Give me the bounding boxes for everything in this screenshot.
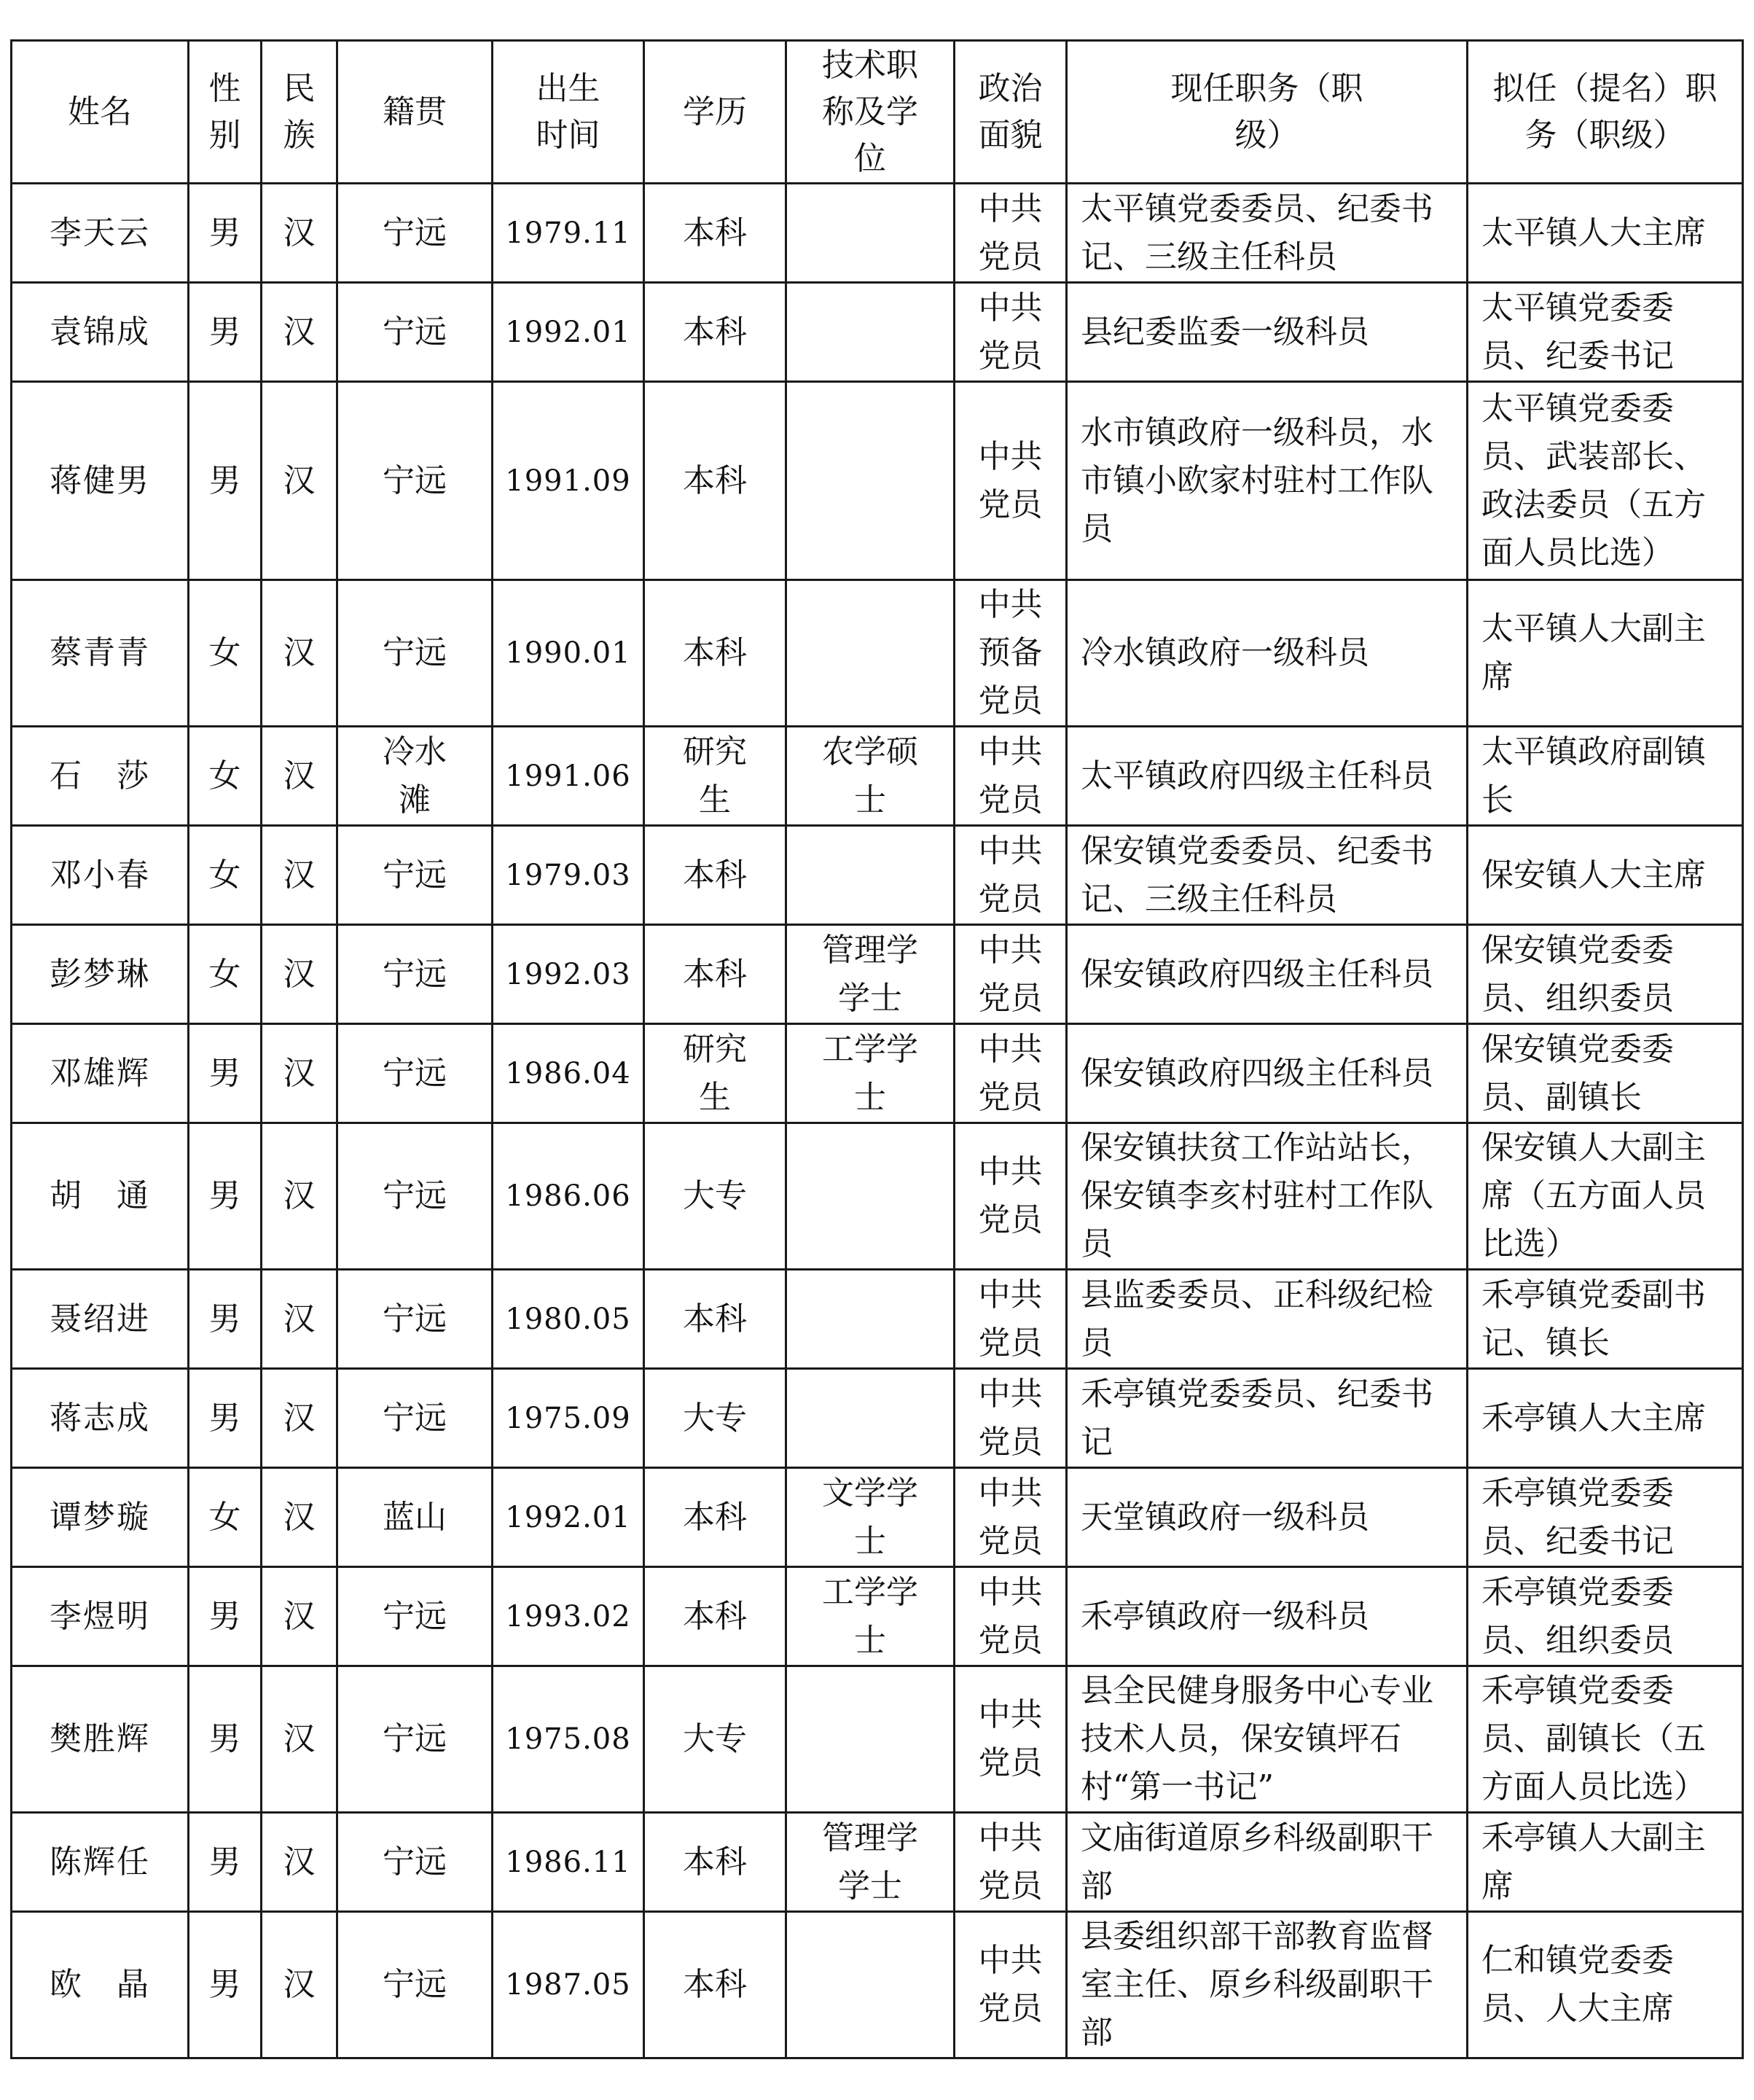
table-row	[12, 1666, 1743, 1813]
cell-name: 聂绍进	[12, 1270, 189, 1369]
cell-title-degree: 管理学学士	[786, 925, 955, 1024]
cell-birth-date: 1987.05	[493, 1912, 644, 2058]
cell-proposed-post: 禾亭镇人大副主席	[1468, 1813, 1743, 1912]
cell-current-post: 冷水镇政府一级科员	[1067, 580, 1468, 727]
table-row	[12, 1912, 1743, 2058]
table-body	[12, 184, 1743, 2058]
cell-name: 彭梦琳	[12, 925, 189, 1024]
cell-ethnicity: 汉	[262, 580, 337, 727]
cell-proposed-post: 太平镇党委委员、纪委书记	[1468, 283, 1743, 382]
table-row	[12, 1468, 1743, 1567]
cell-current-post: 天堂镇政府一级科员	[1067, 1468, 1468, 1567]
cell-native-place: 宁远	[337, 925, 493, 1024]
candidate-table	[10, 39, 1744, 2059]
cell-native-place: 宁远	[337, 382, 493, 580]
cell-ethnicity: 汉	[262, 382, 337, 580]
cell-birth-date: 1991.06	[493, 727, 644, 826]
cell-ethnicity: 汉	[262, 1666, 337, 1813]
header-proposed-post: 拟任（提名）职务（职级）	[1468, 41, 1743, 184]
cell-education: 本科	[644, 1813, 786, 1912]
cell-proposed-post: 禾亭镇人大主席	[1468, 1369, 1743, 1468]
cell-birth-date: 1986.06	[493, 1123, 644, 1270]
cell-political-status: 中共党员	[955, 1270, 1067, 1369]
cell-current-post: 县全民健身服务中心专业技术人员，保安镇坪石村“第一书记”	[1067, 1666, 1468, 1813]
header-birth-date: 出生时间	[493, 41, 644, 184]
cell-name: 蒋志成	[12, 1369, 189, 1468]
cell-native-place: 宁远	[337, 1567, 493, 1666]
cell-political-status: 中共党员	[955, 1369, 1067, 1468]
cell-current-post: 保安镇党委委员、纪委书记、三级主任科员	[1067, 826, 1468, 925]
cell-gender: 男	[189, 1270, 262, 1369]
header-gender: 性别	[189, 41, 262, 184]
cell-native-place: 宁远	[337, 1369, 493, 1468]
cell-current-post: 禾亭镇党委委员、纪委书记	[1067, 1369, 1468, 1468]
cell-native-place: 宁远	[337, 1666, 493, 1813]
header-title-degree: 技术职称及学位	[786, 41, 955, 184]
header-current-post: 现任职务（职级）	[1067, 41, 1468, 184]
cell-native-place: 宁远	[337, 1270, 493, 1369]
cell-education: 本科	[644, 1912, 786, 2058]
cell-gender: 女	[189, 727, 262, 826]
header-political-status: 政治面貌	[955, 41, 1067, 184]
cell-political-status: 中共预备党员	[955, 580, 1067, 727]
cell-native-place: 宁远	[337, 580, 493, 727]
cell-name: 袁锦成	[12, 283, 189, 382]
table-row	[12, 727, 1743, 826]
cell-native-place: 蓝山	[337, 1468, 493, 1567]
table-row	[12, 1270, 1743, 1369]
cell-gender: 女	[189, 826, 262, 925]
cell-birth-date: 1993.02	[493, 1567, 644, 1666]
cell-gender: 男	[189, 184, 262, 283]
cell-birth-date: 1975.08	[493, 1666, 644, 1813]
table-row	[12, 1813, 1743, 1912]
cell-title-degree	[786, 1369, 955, 1468]
table-row	[12, 382, 1743, 580]
cell-proposed-post: 禾亭镇党委副书记、镇长	[1468, 1270, 1743, 1369]
cell-current-post: 文庙街道原乡科级副职干部	[1067, 1813, 1468, 1912]
cell-ethnicity: 汉	[262, 1024, 337, 1123]
cell-native-place: 宁远	[337, 1813, 493, 1912]
cell-political-status: 中共党员	[955, 1024, 1067, 1123]
cell-education: 大专	[644, 1666, 786, 1813]
cell-proposed-post: 保安镇党委委员、副镇长	[1468, 1024, 1743, 1123]
cell-proposed-post: 禾亭镇党委委员、纪委书记	[1468, 1468, 1743, 1567]
cell-title-degree	[786, 1123, 955, 1270]
table-row	[12, 1123, 1743, 1270]
cell-education: 本科	[644, 283, 786, 382]
cell-gender: 男	[189, 1024, 262, 1123]
cell-education: 本科	[644, 826, 786, 925]
cell-current-post: 县监委委员、正科级纪检员	[1067, 1270, 1468, 1369]
cell-current-post: 县委组织部干部教育监督室主任、原乡科级副职干部	[1067, 1912, 1468, 2058]
cell-name: 胡 通	[12, 1123, 189, 1270]
cell-proposed-post: 保安镇党委委员、组织委员	[1468, 925, 1743, 1024]
cell-ethnicity: 汉	[262, 1567, 337, 1666]
table-row	[12, 1024, 1743, 1123]
cell-current-post: 太平镇政府四级主任科员	[1067, 727, 1468, 826]
cell-education: 大专	[644, 1369, 786, 1468]
cell-proposed-post: 保安镇人大主席	[1468, 826, 1743, 925]
cell-education: 本科	[644, 1270, 786, 1369]
cell-current-post: 保安镇政府四级主任科员	[1067, 1024, 1468, 1123]
cell-birth-date: 1990.01	[493, 580, 644, 727]
table-row	[12, 283, 1743, 382]
cell-proposed-post: 禾亭镇党委委员、组织委员	[1468, 1567, 1743, 1666]
cell-ethnicity: 汉	[262, 826, 337, 925]
cell-ethnicity: 汉	[262, 1369, 337, 1468]
cell-gender: 男	[189, 1666, 262, 1813]
cell-education: 本科	[644, 925, 786, 1024]
table-row	[12, 580, 1743, 727]
cell-gender: 男	[189, 1813, 262, 1912]
cell-ethnicity: 汉	[262, 283, 337, 382]
cell-name: 蒋健男	[12, 382, 189, 580]
cell-name: 李煜明	[12, 1567, 189, 1666]
table-header-row	[12, 41, 1743, 184]
cell-title-degree	[786, 184, 955, 283]
cell-ethnicity: 汉	[262, 1123, 337, 1270]
cell-gender: 男	[189, 1369, 262, 1468]
cell-political-status: 中共党员	[955, 382, 1067, 580]
header-native-place: 籍贯	[337, 41, 493, 184]
header-ethnicity: 民族	[262, 41, 337, 184]
cell-native-place: 宁远	[337, 1123, 493, 1270]
header-education: 学历	[644, 41, 786, 184]
cell-political-status: 中共党员	[955, 1912, 1067, 2058]
cell-gender: 男	[189, 1567, 262, 1666]
cell-ethnicity: 汉	[262, 1912, 337, 2058]
cell-political-status: 中共党员	[955, 826, 1067, 925]
cell-ethnicity: 汉	[262, 925, 337, 1024]
cell-birth-date: 1979.11	[493, 184, 644, 283]
table-row	[12, 1567, 1743, 1666]
cell-birth-date: 1991.09	[493, 382, 644, 580]
cell-title-degree	[786, 1666, 955, 1813]
cell-birth-date: 1992.01	[493, 283, 644, 382]
cell-education: 研究生	[644, 727, 786, 826]
cell-education: 本科	[644, 1468, 786, 1567]
cell-ethnicity: 汉	[262, 727, 337, 826]
table-row	[12, 1369, 1743, 1468]
cell-name: 邓小春	[12, 826, 189, 925]
cell-political-status: 中共党员	[955, 1123, 1067, 1270]
cell-birth-date: 1986.04	[493, 1024, 644, 1123]
cell-name: 陈辉任	[12, 1813, 189, 1912]
cell-name: 谭梦璇	[12, 1468, 189, 1567]
cell-birth-date: 1979.03	[493, 826, 644, 925]
table-row	[12, 925, 1743, 1024]
cell-name: 邓雄辉	[12, 1024, 189, 1123]
cell-gender: 女	[189, 925, 262, 1024]
cell-birth-date: 1980.05	[493, 1270, 644, 1369]
cell-native-place: 宁远	[337, 283, 493, 382]
cell-political-status: 中共党员	[955, 1813, 1067, 1912]
cell-ethnicity: 汉	[262, 1270, 337, 1369]
cell-proposed-post: 禾亭镇党委委员、副镇长（五方面人员比选）	[1468, 1666, 1743, 1813]
cell-ethnicity: 汉	[262, 1468, 337, 1567]
cell-ethnicity: 汉	[262, 184, 337, 283]
cell-current-post: 禾亭镇政府一级科员	[1067, 1567, 1468, 1666]
cell-birth-date: 1986.11	[493, 1813, 644, 1912]
cell-political-status: 中共党员	[955, 283, 1067, 382]
cell-native-place: 冷水滩	[337, 727, 493, 826]
cell-current-post: 县纪委监委一级科员	[1067, 283, 1468, 382]
cell-native-place: 宁远	[337, 184, 493, 283]
cell-title-degree	[786, 580, 955, 727]
cell-education: 本科	[644, 580, 786, 727]
cell-gender: 女	[189, 1468, 262, 1567]
cell-education: 本科	[644, 184, 786, 283]
cell-education: 研究生	[644, 1024, 786, 1123]
cell-political-status: 中共党员	[955, 925, 1067, 1024]
cell-birth-date: 1992.01	[493, 1468, 644, 1567]
cell-title-degree: 管理学学士	[786, 1813, 955, 1912]
cell-name: 李天云	[12, 184, 189, 283]
table-row	[12, 184, 1743, 283]
cell-education: 本科	[644, 1567, 786, 1666]
cell-education: 本科	[644, 382, 786, 580]
cell-current-post: 保安镇扶贫工作站站长，保安镇李亥村驻村工作队员	[1067, 1123, 1468, 1270]
cell-proposed-post: 太平镇人大副主席	[1468, 580, 1743, 727]
cell-political-status: 中共党员	[955, 184, 1067, 283]
cell-proposed-post: 仁和镇党委委员、人大主席	[1468, 1912, 1743, 2058]
cell-proposed-post: 太平镇政府副镇长	[1468, 727, 1743, 826]
cell-political-status: 中共党员	[955, 1567, 1067, 1666]
cell-title-degree: 工学学士	[786, 1567, 955, 1666]
cell-title-degree	[786, 283, 955, 382]
cell-title-degree: 文学学士	[786, 1468, 955, 1567]
cell-title-degree	[786, 1912, 955, 2058]
cell-gender: 男	[189, 283, 262, 382]
cell-native-place: 宁远	[337, 1912, 493, 2058]
cell-proposed-post: 保安镇人大副主席（五方面人员比选）	[1468, 1123, 1743, 1270]
cell-proposed-post: 太平镇党委委员、武装部长、政法委员（五方面人员比选）	[1468, 382, 1743, 580]
cell-title-degree	[786, 1270, 955, 1369]
header-name: 姓名	[12, 41, 189, 184]
cell-proposed-post: 太平镇人大主席	[1468, 184, 1743, 283]
cell-political-status: 中共党员	[955, 1468, 1067, 1567]
cell-gender: 女	[189, 580, 262, 727]
cell-name: 石 莎	[12, 727, 189, 826]
cell-current-post: 太平镇党委委员、纪委书记、三级主任科员	[1067, 184, 1468, 283]
candidate-table-sheet	[10, 39, 1742, 2059]
cell-native-place: 宁远	[337, 826, 493, 925]
cell-gender: 男	[189, 382, 262, 580]
cell-current-post: 保安镇政府四级主任科员	[1067, 925, 1468, 1024]
cell-current-post: 水市镇政府一级科员，水市镇小欧家村驻村工作队员	[1067, 382, 1468, 580]
cell-birth-date: 1975.09	[493, 1369, 644, 1468]
cell-name: 蔡青青	[12, 580, 189, 727]
cell-gender: 男	[189, 1123, 262, 1270]
table-row	[12, 826, 1743, 925]
cell-title-degree	[786, 382, 955, 580]
cell-name: 樊胜辉	[12, 1666, 189, 1813]
cell-ethnicity: 汉	[262, 1813, 337, 1912]
cell-title-degree: 工学学士	[786, 1024, 955, 1123]
cell-education: 大专	[644, 1123, 786, 1270]
cell-native-place: 宁远	[337, 1024, 493, 1123]
cell-title-degree	[786, 826, 955, 925]
cell-political-status: 中共党员	[955, 1666, 1067, 1813]
cell-title-degree: 农学硕士	[786, 727, 955, 826]
cell-political-status: 中共党员	[955, 727, 1067, 826]
cell-gender: 男	[189, 1912, 262, 2058]
cell-birth-date: 1992.03	[493, 925, 644, 1024]
cell-name: 欧 晶	[12, 1912, 189, 2058]
